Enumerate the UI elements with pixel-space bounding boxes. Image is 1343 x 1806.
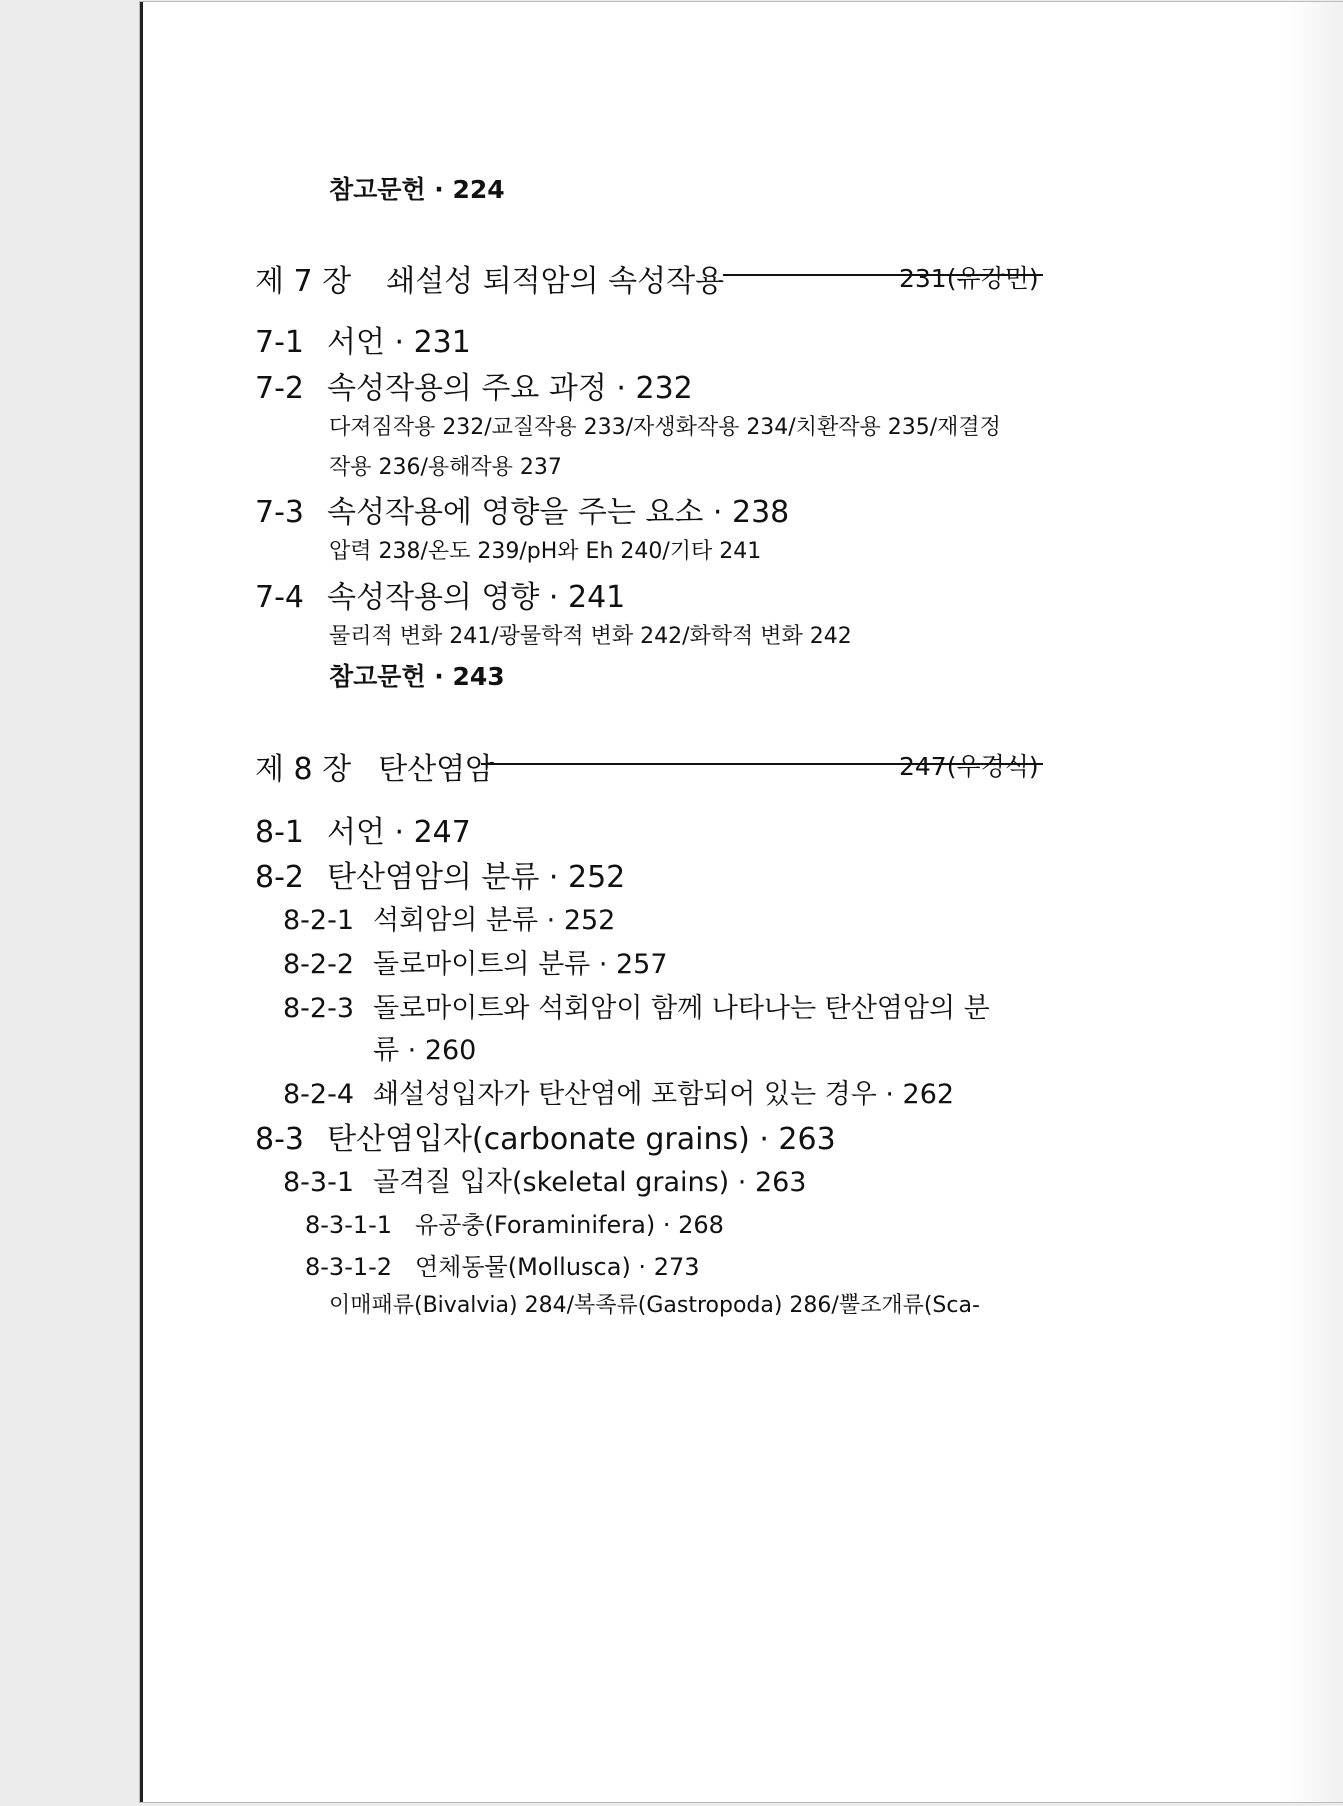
- chapter-8-page: 247(우경식): [899, 752, 1039, 781]
- toc-entry-8-3-1[interactable]: 8-3-1 골격질 입자(skeletal grains) · 263: [283, 1167, 807, 1198]
- book-page: [140, 2, 1343, 1802]
- toc-entry-continuation: 류 · 260: [373, 1035, 477, 1066]
- chapter-label: 제 7 장: [255, 264, 352, 299]
- references-entry[interactable]: 참고문헌 · 224: [329, 175, 505, 204]
- toc-detail: 물리적 변화 241/광물학적 변화 242/화학적 변화 242: [329, 624, 852, 649]
- toc-entry-8-3-1-1[interactable]: 8-3-1-1 유공충(Foraminifera) · 268: [305, 1211, 724, 1239]
- toc-entry-8-2-1[interactable]: 8-2-1 석회암의 분류 · 252: [283, 905, 616, 936]
- toc-entry-8-2-2[interactable]: 8-2-2 돌로마이트의 분류 · 257: [283, 949, 668, 980]
- references-entry[interactable]: 참고문헌 · 243: [329, 662, 505, 691]
- toc-detail: 다져짐작용 232/교질작용 233/자생화작용 234/치환작용 235/재결정: [329, 415, 1001, 440]
- toc-detail: 이매패류(Bivalvia) 284/복족류(Gastropoda) 286/뿔조개류(Sca-: [329, 1293, 980, 1318]
- toc-entry-8-3-1-2[interactable]: 8-3-1-2 연체동물(Mollusca) · 273: [305, 1253, 700, 1281]
- chapter-title: 탄산염암: [378, 752, 495, 787]
- chapter-7-page: 231(유강민): [899, 264, 1039, 293]
- toc-detail: 작용 236/용해작용 237: [329, 455, 562, 480]
- toc-entry-8-2-4[interactable]: 8-2-4 쇄설성입자가 탄산염에 포함되어 있는 경우 · 262: [283, 1079, 955, 1110]
- toc-entry-7-1[interactable]: 7-1 서언 · 231: [255, 325, 471, 360]
- toc-entry-7-4[interactable]: 7-4 속성작용의 영향 · 241: [255, 580, 626, 615]
- chapter-label: 제 8 장: [255, 752, 352, 787]
- chapter-7-heading[interactable]: [255, 256, 724, 300]
- toc-entry-8-1[interactable]: 8-1 서언 · 247: [255, 815, 471, 850]
- chapter-title: 쇄설성 퇴적암의 속성작용: [386, 264, 725, 299]
- toc-entry-8-3[interactable]: 8-3 탄산염입자(carbonate grains) · 263: [255, 1122, 836, 1157]
- chapter-8-heading[interactable]: [255, 744, 494, 788]
- toc-entry-8-2[interactable]: 8-2 탄산염암의 분류 · 252: [255, 860, 626, 895]
- toc-detail: 압력 238/온도 239/pH와 Eh 240/기타 241: [329, 539, 762, 564]
- toc-entry-7-3[interactable]: 7-3 속성작용에 영향을 주는 요소 · 238: [255, 495, 790, 530]
- toc-entry-8-2-3[interactable]: 8-2-3 돌로마이트와 석회암이 함께 나타나는 탄산염암의 분: [283, 993, 990, 1024]
- toc-entry-7-2[interactable]: 7-2 속성작용의 주요 과정 · 232: [255, 371, 693, 406]
